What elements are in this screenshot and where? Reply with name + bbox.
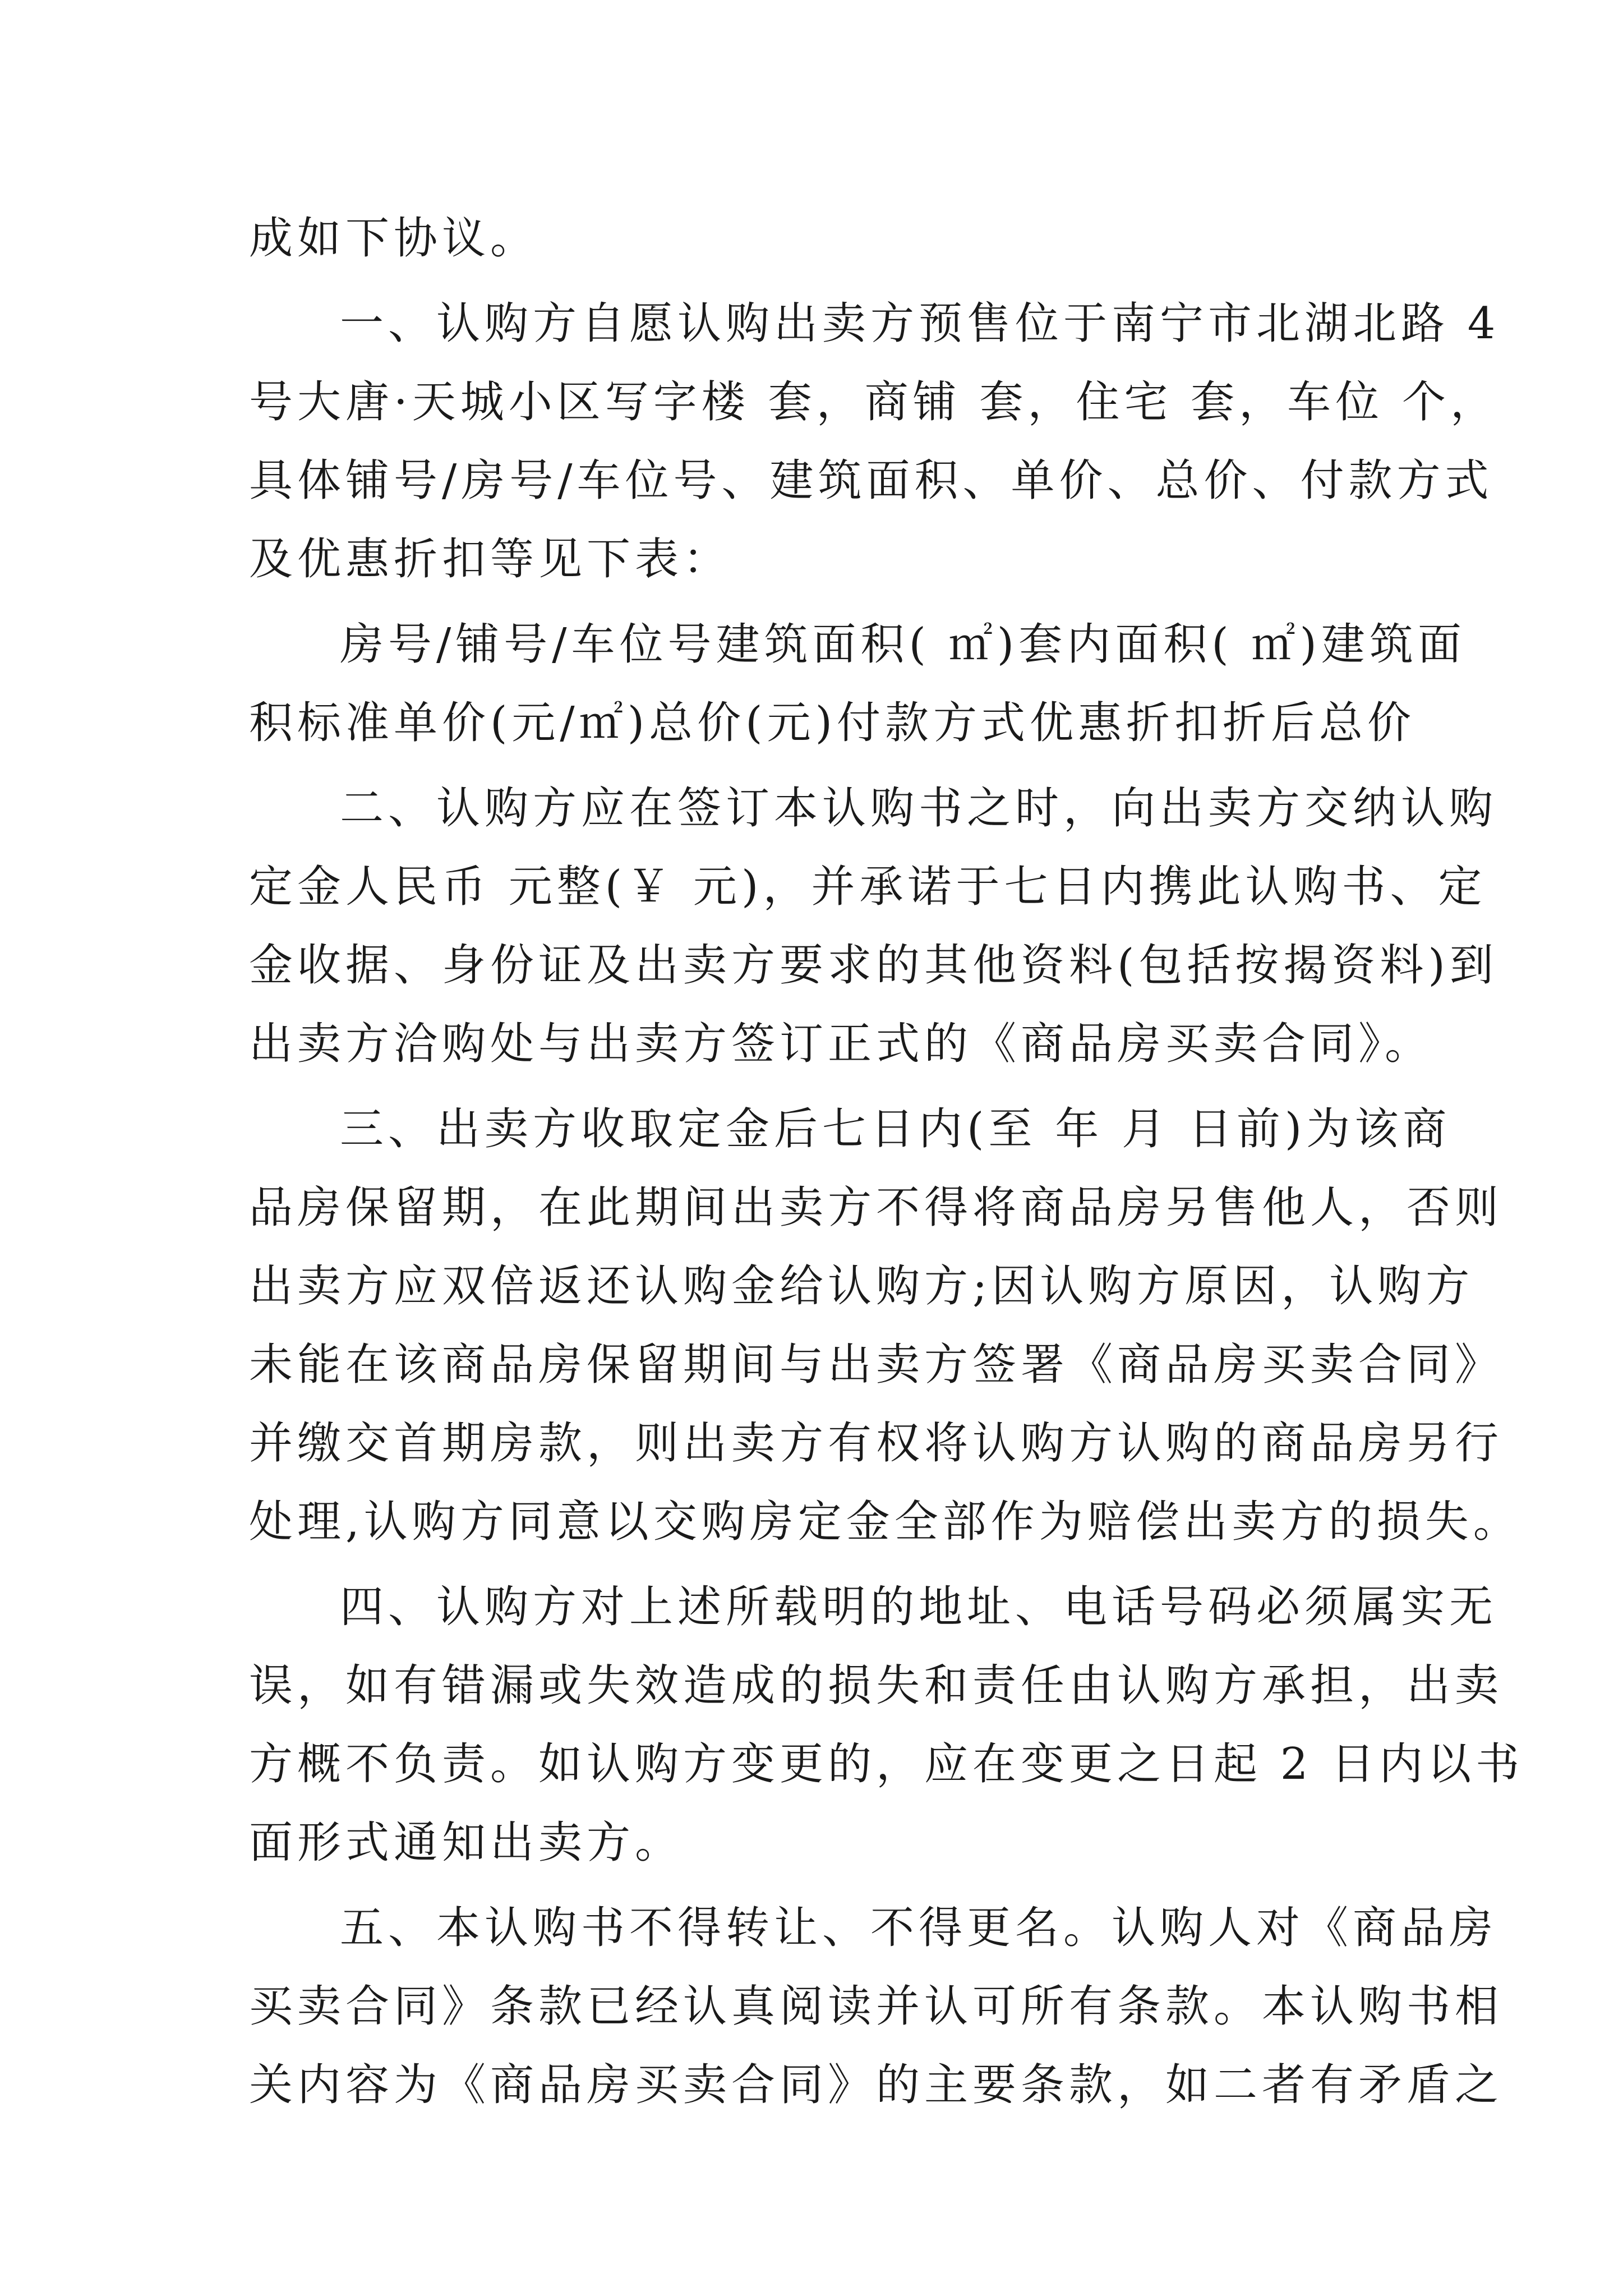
paragraph-3-start: 三、出卖方收取定金后七日内(至 年 月 日前)为该商 xyxy=(340,1104,1451,1154)
text-line: 金收据、身份证及出卖方要求的其他资料(包括按揭资料)到 xyxy=(249,940,1498,991)
text-line: 方概不负责。如认购方变更的，应在变更之日起 2 日内以书 xyxy=(249,1739,1524,1789)
text-line: 误，如有错漏或失效造成的损失和责任由认购方承担，出卖 xyxy=(249,1660,1504,1711)
table-header-text: 积标准单价(元/㎡)总价(元)付款方式优惠折扣折后总价 xyxy=(249,698,1416,748)
text-line: 面形式通知出卖方。 xyxy=(249,1818,684,1868)
text-line: 出卖方应双倍返还认购金给认购方;因认购方原因，认购方 xyxy=(249,1261,1474,1312)
text-line: 出卖方洽购处与出卖方签订正式的《商品房买卖合同》。 xyxy=(249,1019,1433,1069)
text-line: 成如下协议。 xyxy=(249,213,539,264)
table-header-text: 房号/铺号/车位号建筑面积( ㎡)套内面积( ㎡)建筑面 xyxy=(340,619,1466,670)
text-line: 定金人民币 元整(￥ 元)，并承诺于七日内携此认购书、定 xyxy=(249,862,1487,912)
document-body xyxy=(249,199,1524,2124)
paragraph-2-start: 二、认购方应在签订本认购书之时，向出卖方交纳认购 xyxy=(340,783,1498,834)
text-line: 及优惠折扣等见下表： xyxy=(249,534,732,585)
paragraph-1-start: 一、认购方自愿认购出卖方预售位于南宁市北湖北路 4 xyxy=(340,298,1500,349)
text-line: 买卖合同》条款已经认真阅读并认可所有条款。本认购书相 xyxy=(249,1981,1504,2032)
text-line: 处理,认购方同意以交购房定金全部作为赔偿出卖方的损失。 xyxy=(249,1497,1521,1547)
paragraph-4-start: 四、认购方对上述所载明的地址、电话号码必须属实无 xyxy=(340,1582,1498,1632)
text-line: 号大唐·天城小区写字楼 套，商铺 套，住宅 套，车位 个， xyxy=(249,377,1498,427)
text-line: 未能在该商品房保留期间与出卖方签署《商品房买卖合同》 xyxy=(249,1340,1504,1390)
text-line: 品房保留期，在此期间出卖方不得将商品房另售他人，否则 xyxy=(249,1182,1504,1233)
text-line: 并缴交首期房款，则出卖方有权将认购方认购的商品房另行 xyxy=(249,1418,1504,1469)
text-line: 关内容为《商品房买卖合同》的主要条款，如二者有矛盾之 xyxy=(249,2060,1504,2110)
text-line: 具体铺号/房号/车位号、建筑面积、单价、总价、付款方式 xyxy=(249,455,1493,506)
paragraph-5-start: 五、本认购书不得转让、不得更名。认购人对《商品房 xyxy=(340,1903,1498,1953)
